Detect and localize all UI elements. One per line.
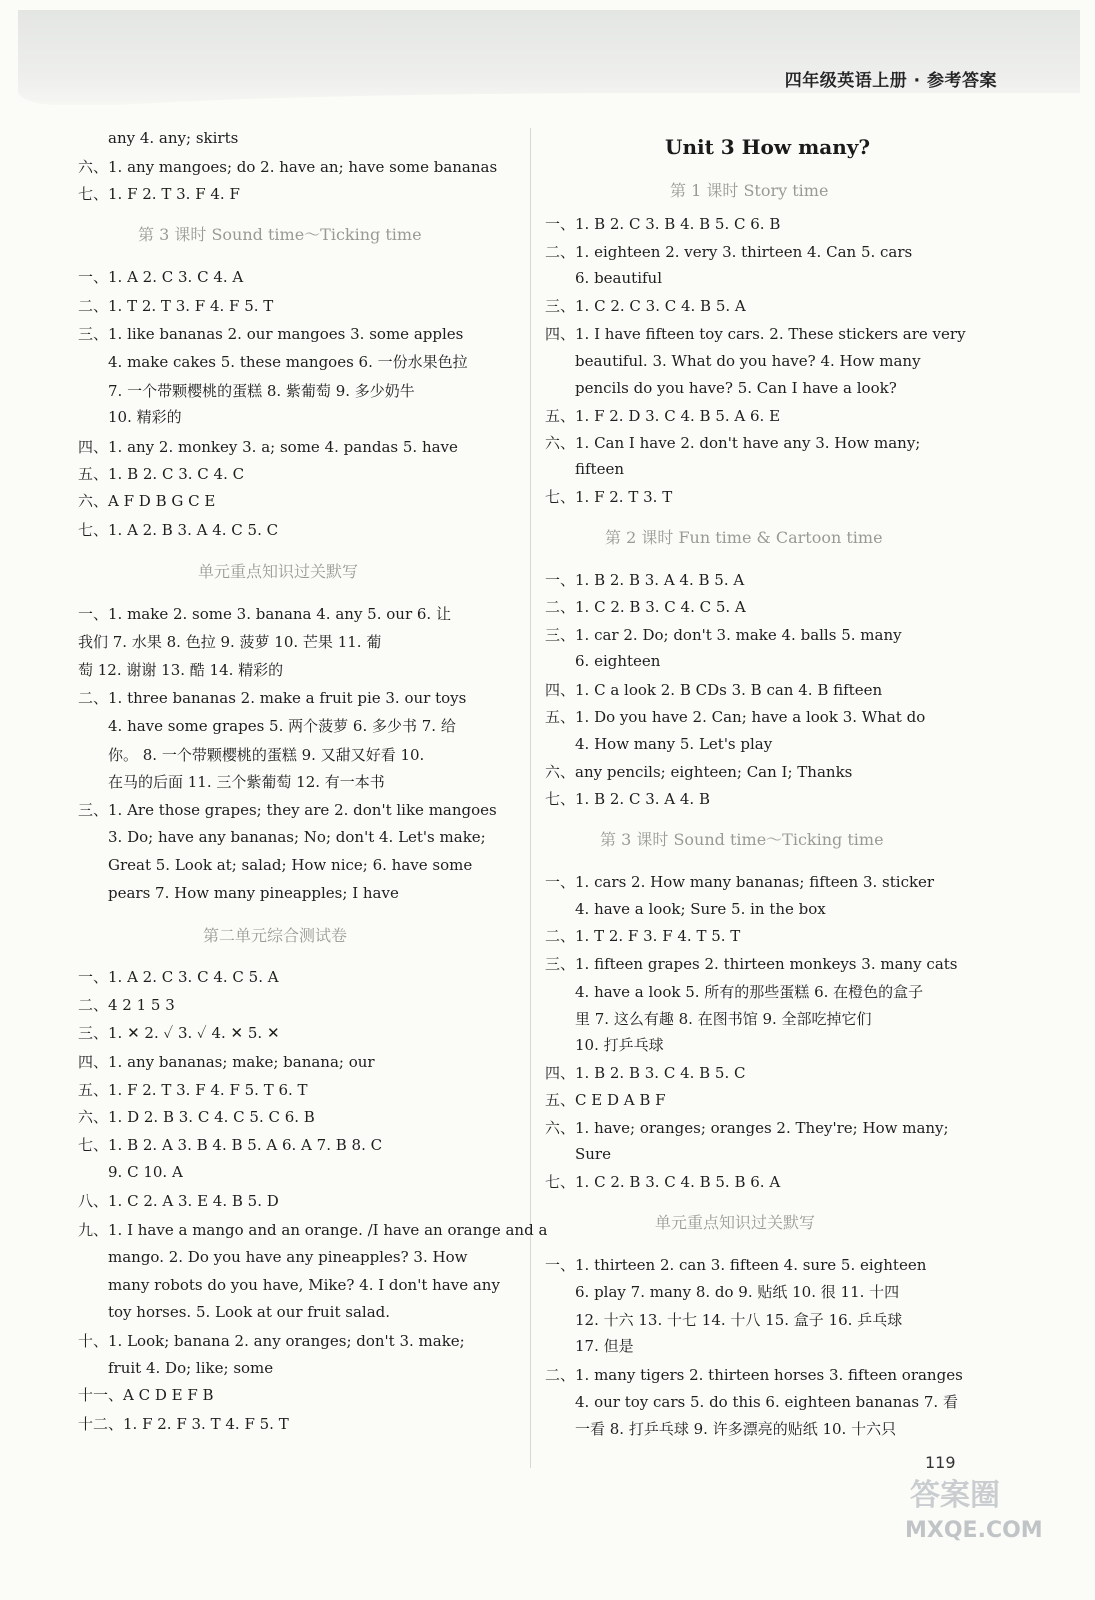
answer-line: 12. 十六 13. 十七 14. 十八 15. 盒子 16. 乒乓球 [575,1311,903,1329]
answer-line: Great 5. Look at; salad; How nice; 6. have some [108,856,473,874]
section-heading: 第 1 课时 Story time [670,181,829,200]
watermark-site: MXQE.COM [905,1518,1043,1543]
answer-line: 三、1. car 2. Do; don't 3. make 4. balls 5. many [545,626,902,644]
answer-line: 四、1. any 2. monkey 3. a; some 4. pandas 5. have [78,438,458,456]
answer-line: 7. 一个带颗樱桃的蛋糕 8. 紫葡萄 9. 多少奶牛 [108,382,415,400]
answer-line: toy horses. 5. Look at our fruit salad. [108,1303,391,1321]
answer-line: 十、1. Look; banana 2. any oranges; don't 3. make; [78,1332,465,1350]
answer-line: any 4. any; skirts [108,129,239,147]
answer-line: 十二、1. F 2. F 3. T 4. F 5. T [78,1415,289,1433]
section-heading: 第 3 课时 Sound time～Ticking time [138,225,422,244]
answer-line: Sure [575,1145,611,1163]
answer-line: 一、1. thirteen 2. can 3. fifteen 4. sure 5. eighteen [545,1256,927,1274]
answer-line: 10. 精彩的 [108,408,182,426]
answer-line: 二、1. three bananas 2. make a fruit pie 3. our toys [78,689,467,707]
answer-line: 二、1. T 2. T 3. F 4. F 5. T [78,297,274,315]
answer-line: 一看 8. 打乒乓球 9. 许多漂亮的贴纸 10. 十六只 [575,1420,897,1438]
answer-line: 五、1. F 2. T 3. F 4. F 5. T 6. T [78,1081,308,1099]
answer-line: 六、A F D B G C E [78,492,216,510]
answer-line: pencils do you have? 5. Can I have a look? [575,379,897,397]
answer-line: 6. play 7. many 8. do 9. 贴纸 10. 很 11. 十四 [575,1283,900,1301]
answer-line: 十一、A C D E F B [78,1386,214,1404]
answer-line: 七、1. B 2. C 3. A 4. B [545,790,710,808]
answer-line: 4. How many 5. Let's play [575,735,773,753]
answer-line: 六、1. any mangoes; do 2. have an; have some bananas [78,158,498,176]
answer-line: 二、1. T 2. F 3. F 4. T 5. T [545,927,741,945]
answer-line: 一、1. make 2. some 3. banana 4. any 5. our 6. 让 [78,605,451,623]
answer-line: 三、1. fifteen grapes 2. thirteen monkeys 3. many cats [545,955,958,973]
answer-line: 七、1. B 2. A 3. B 4. B 5. A 6. A 7. B 8. C [78,1136,383,1154]
answer-line: 四、1. B 2. B 3. C 4. B 5. C [545,1064,746,1082]
answer-line: pears 7. How many pineapples; I have [108,884,399,902]
page-number: 119 [925,1453,956,1472]
section-heading: 单元重点知识过关默写 [198,562,359,581]
answer-line: 9. C 10. A [108,1163,183,1181]
answer-line: 二、1. C 2. B 3. C 4. C 5. A [545,598,746,616]
answer-line: 一、1. cars 2. How many bananas; fifteen 3. sticker [545,873,935,891]
answer-line: 在马的后面 11. 三个紫葡萄 12. 有一本书 [108,773,385,791]
column-divider [530,128,531,1468]
answer-line: 17. 但是 [575,1337,634,1355]
answer-line: 六、1. D 2. B 3. C 4. C 5. C 6. B [78,1108,315,1126]
section-heading: 第 3 课时 Sound time～Ticking time [600,830,884,849]
answer-line: 4. make cakes 5. these mangoes 6. 一份水果色拉 [108,353,468,371]
answer-line: 4. have a look 5. 所有的那些蛋糕 6. 在橙色的盒子 [575,983,924,1001]
answer-line: 二、1. eighteen 2. very 3. thirteen 4. Can 5. cars [545,243,913,261]
answer-line: 10. 打乒乓球 [575,1036,664,1054]
section-heading: 第二单元综合测试卷 [203,926,348,945]
answer-line: 六、any pencils; eighteen; Can I; Thanks [545,763,853,781]
answer-line: 六、1. Can I have 2. don't have any 3. How many; [545,434,921,452]
answer-line: 五、1. Do you have 2. Can; have a look 3. What do [545,708,926,726]
answer-line: 四、1. I have fifteen toy cars. 2. These stickers are very [545,325,966,343]
answer-line: 二、1. many tigers 2. thirteen horses 3. fifteen oranges [545,1366,963,1384]
watermark-logo: 答案圈 [910,1478,1000,1513]
answer-line: 七、1. F 2. T 3. F 4. F [78,185,240,203]
answer-line: 一、1. B 2. B 3. A 4. B 5. A [545,571,745,589]
unit-title: Unit 3 How many? [665,135,871,159]
answer-line: 3. Do; have any bananas; No; don't 4. Let's make; [108,828,486,846]
answer-line: 五、1. B 2. C 3. C 4. C [78,465,245,483]
answer-line: 6. beautiful [575,269,662,287]
answer-line: 四、1. any bananas; make; banana; our [78,1053,375,1071]
answer-line: mango. 2. Do you have any pineapples? 3. How [108,1248,468,1266]
answer-line: 一、1. B 2. C 3. B 4. B 5. C 6. B [545,215,781,233]
answer-line: 七、1. A 2. B 3. A 4. C 5. C [78,521,279,539]
answer-line: 八、1. C 2. A 3. E 4. B 5. D [78,1192,279,1210]
answer-line: 二、4 2 1 5 3 [78,996,175,1014]
answer-line: many robots do you have, Mike? 4. I don't have any [108,1276,500,1294]
answer-line: 七、1. F 2. T 3. T [545,488,673,506]
answer-line: 4. have a look; Sure 5. in the box [575,900,826,918]
section-heading: 第 2 课时 Fun time & Cartoon time [605,528,883,547]
answer-line: 三、1. Are those grapes; they are 2. don't like mangoes [78,801,497,819]
answer-line: 五、C E D A B F [545,1091,666,1109]
answer-line: 七、1. C 2. B 3. C 4. B 5. B 6. A [545,1173,781,1191]
answer-line: 三、1. C 2. C 3. C 4. B 5. A [545,297,746,315]
page-header-title: 四年级英语上册 · 参考答案 [784,71,997,91]
answer-line: 4. our toy cars 5. do this 6. eighteen bananas 7. 看 [575,1393,958,1411]
answer-line: beautiful. 3. What do you have? 4. How many [575,352,921,370]
answer-line: 三、1. like bananas 2. our mangoes 3. some apples [78,325,464,343]
answer-line: 4. have some grapes 5. 两个菠萝 6. 多少书 7. 给 [108,717,456,735]
answer-line: 里 7. 这么有趣 8. 在图书馆 9. 全部吃掉它们 [575,1010,872,1028]
answer-line: fruit 4. Do; like; some [108,1359,274,1377]
answer-line: 一、1. A 2. C 3. C 4. C 5. A [78,968,279,986]
answer-line: 6. eighteen [575,652,661,670]
answer-line: 萄 12. 谢谢 13. 酷 14. 精彩的 [78,661,284,679]
answer-line: 我们 7. 水果 8. 色拉 9. 菠萝 10. 芒果 11. 葡 [78,633,382,651]
answer-line: 一、1. A 2. C 3. C 4. A [78,268,244,286]
answer-line: fifteen [575,460,624,478]
answer-line: 你。 8. 一个带颗樱桃的蛋糕 9. 又甜又好看 10. [108,746,425,764]
answer-line: 五、1. F 2. D 3. C 4. B 5. A 6. E [545,407,781,425]
answer-line: 九、1. I have a mango and an orange. /I have an orange and a [78,1221,548,1239]
answer-line: 四、1. C a look 2. B CDs 3. B can 4. B fifteen [545,681,883,699]
answer-line: 三、1. ✕ 2. ✓ 3. ✓ 4. ✕ 5. ✕ [78,1024,280,1042]
answer-line: 六、1. have; oranges; oranges 2. They're; How many; [545,1119,949,1137]
section-heading: 单元重点知识过关默写 [655,1213,816,1232]
